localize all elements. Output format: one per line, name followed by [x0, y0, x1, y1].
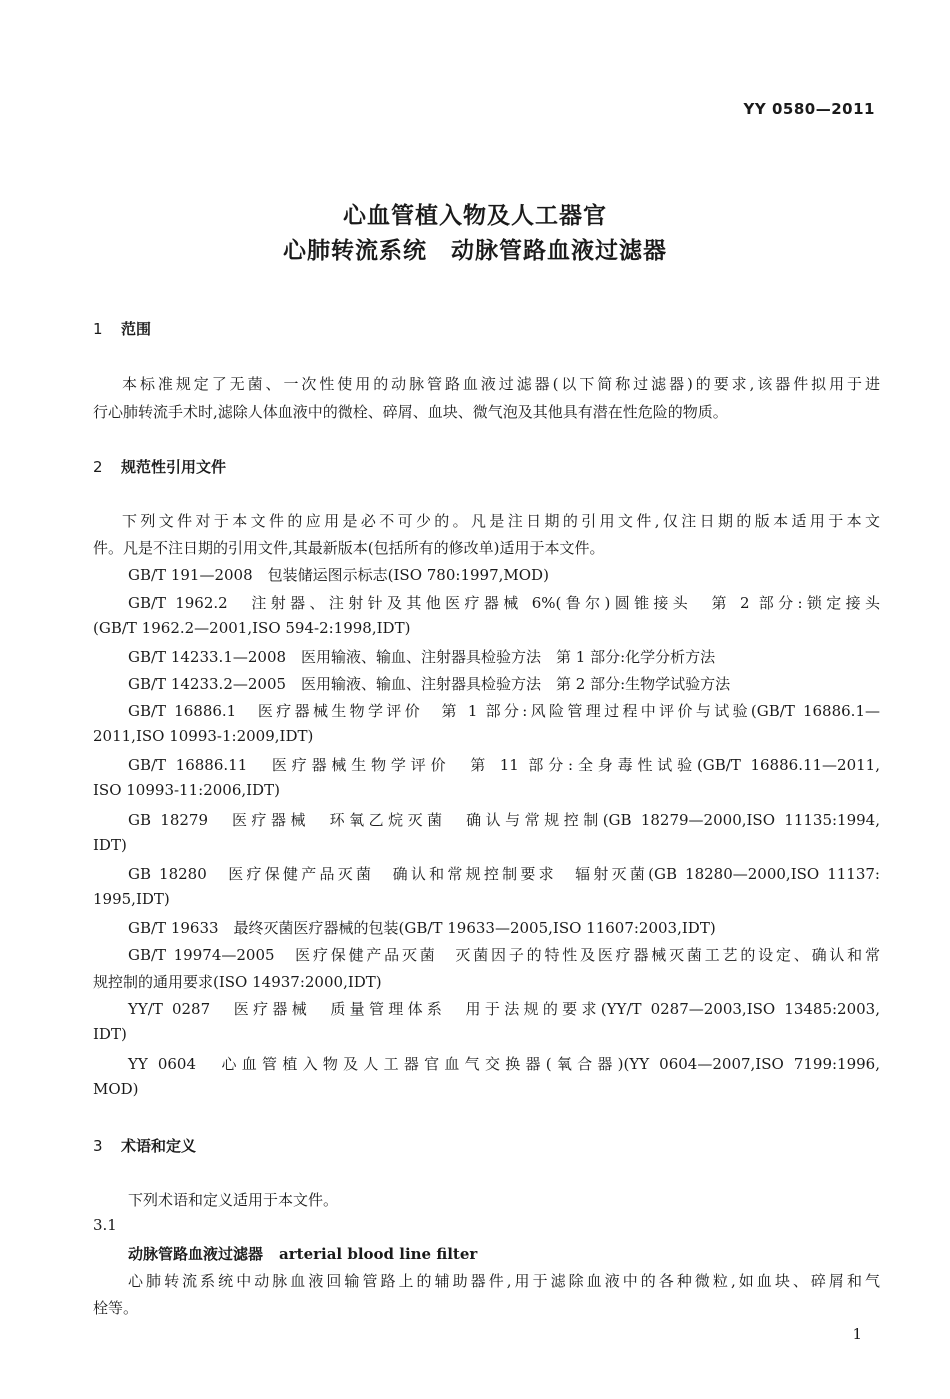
definition-line: 心肺转流系统中动脉血液回输管路上的辅助器件,用于滤除血液中的各种微粒,如血块、碎屑和气 — [128, 1272, 880, 1290]
definition-line: 栓等。 — [93, 1299, 139, 1317]
standard-code: YY 0580—2011 — [743, 100, 875, 118]
reference-line: (GB/T 1962.2—2001,ISO 594-2:1998,IDT) — [93, 619, 411, 637]
section-1-text-line: 行心肺转流手术时,滤除人体血液中的微栓、碎屑、血块、微气泡及其他具有潜在性危险的物质。 — [93, 403, 728, 421]
term-chinese: 动脉管路血液过滤器 — [128, 1245, 264, 1263]
section-title: 术语和定义 — [121, 1137, 197, 1155]
term-entry — [128, 1243, 477, 1264]
section-1-heading — [93, 318, 151, 339]
reference-line: 2011,ISO 10993-1:2009,IDT) — [93, 727, 314, 745]
reference-line: ISO 10993-11:2006,IDT) — [93, 781, 280, 799]
reference-line: GB/T 19974—2005 医疗保健产品灭菌 灭菌因子的特性及医疗器械灭菌工艺的设定、确认和常 — [128, 946, 880, 964]
section-number: 1 — [93, 320, 103, 338]
reference-line: GB/T 14233.1—2008 医用输液、输血、注射器具检验方法 第 1 部分:化学分析方法 — [128, 648, 716, 666]
reference-line: GB/T 1962.2 注射器、注射针及其他医疗器械 6%(鲁尔)圆锥接头 第 2 部分:锁定接头 — [128, 594, 880, 612]
reference-line: YY 0604 心血管植入物及人工器官血气交换器(氧合器)(YY 0604—2007,ISO 7199:1996, — [128, 1055, 880, 1073]
reference-line: IDT) — [93, 836, 127, 854]
section-3-intro: 下列术语和定义适用于本文件。 — [128, 1191, 339, 1209]
section-title: 规范性引用文件 — [121, 458, 227, 476]
section-2-heading — [93, 456, 226, 477]
reference-line: 1995,IDT) — [93, 890, 170, 908]
page-number: 1 — [852, 1325, 862, 1343]
document-title-line-1: 心血管植入物及人工器官 — [343, 203, 607, 229]
section-number: 3 — [93, 1137, 103, 1155]
section-3-heading — [93, 1135, 196, 1156]
document-title-line-2: 心肺转流系统 动脉管路血液过滤器 — [283, 238, 667, 264]
section-title: 范围 — [121, 320, 152, 338]
reference-line: GB/T 16886.11 医疗器械生物学评价 第 11 部分:全身毒性试验(GB/T 16886.11—2011, — [128, 756, 880, 774]
section-number: 2 — [93, 458, 103, 476]
reference-line: GB/T 19633 最终灭菌医疗器械的包装(GB/T 19633—2005,ISO 11607:2003,IDT) — [128, 919, 716, 937]
reference-line: GB/T 14233.2—2005 医用输液、输血、注射器具检验方法 第 2 部分:生物学试验方法 — [128, 675, 731, 693]
term-english: arterial blood line filter — [279, 1245, 478, 1263]
section-2-intro-line: 下列文件对于本文件的应用是必不可少的。凡是注日期的引用文件,仅注日期的版本适用于本文 — [122, 512, 880, 530]
reference-line: GB/T 191—2008 包装储运图示标志(ISO 780:1997,MOD) — [128, 566, 549, 584]
clause-number: 3.1 — [93, 1216, 117, 1234]
reference-line: YY/T 0287 医疗器械 质量管理体系 用于法规的要求(YY/T 0287—2003,ISO 13485:2003, — [128, 1000, 880, 1018]
reference-line: IDT) — [93, 1025, 127, 1043]
reference-line: GB/T 16886.1 医疗器械生物学评价 第 1 部分:风险管理过程中评价与试验(GB/T 16886.1— — [128, 702, 880, 720]
reference-line: MOD) — [93, 1080, 139, 1098]
reference-line: GB 18279 医疗器械 环氧乙烷灭菌 确认与常规控制(GB 18279—2000,ISO 11135:1994, — [128, 811, 880, 829]
reference-line: 规控制的通用要求(ISO 14937:2000,IDT) — [93, 973, 382, 991]
reference-line: GB 18280 医疗保健产品灭菌 确认和常规控制要求 辐射灭菌(GB 18280—2000,ISO 11137: — [128, 865, 880, 883]
section-2-intro-line: 件。凡是不注日期的引用文件,其最新版本(包括所有的修改单)适用于本文件。 — [93, 539, 605, 557]
section-1-text-line: 本标准规定了无菌、一次性使用的动脉管路血液过滤器(以下简称过滤器)的要求,该器件拟用于进 — [122, 375, 880, 393]
